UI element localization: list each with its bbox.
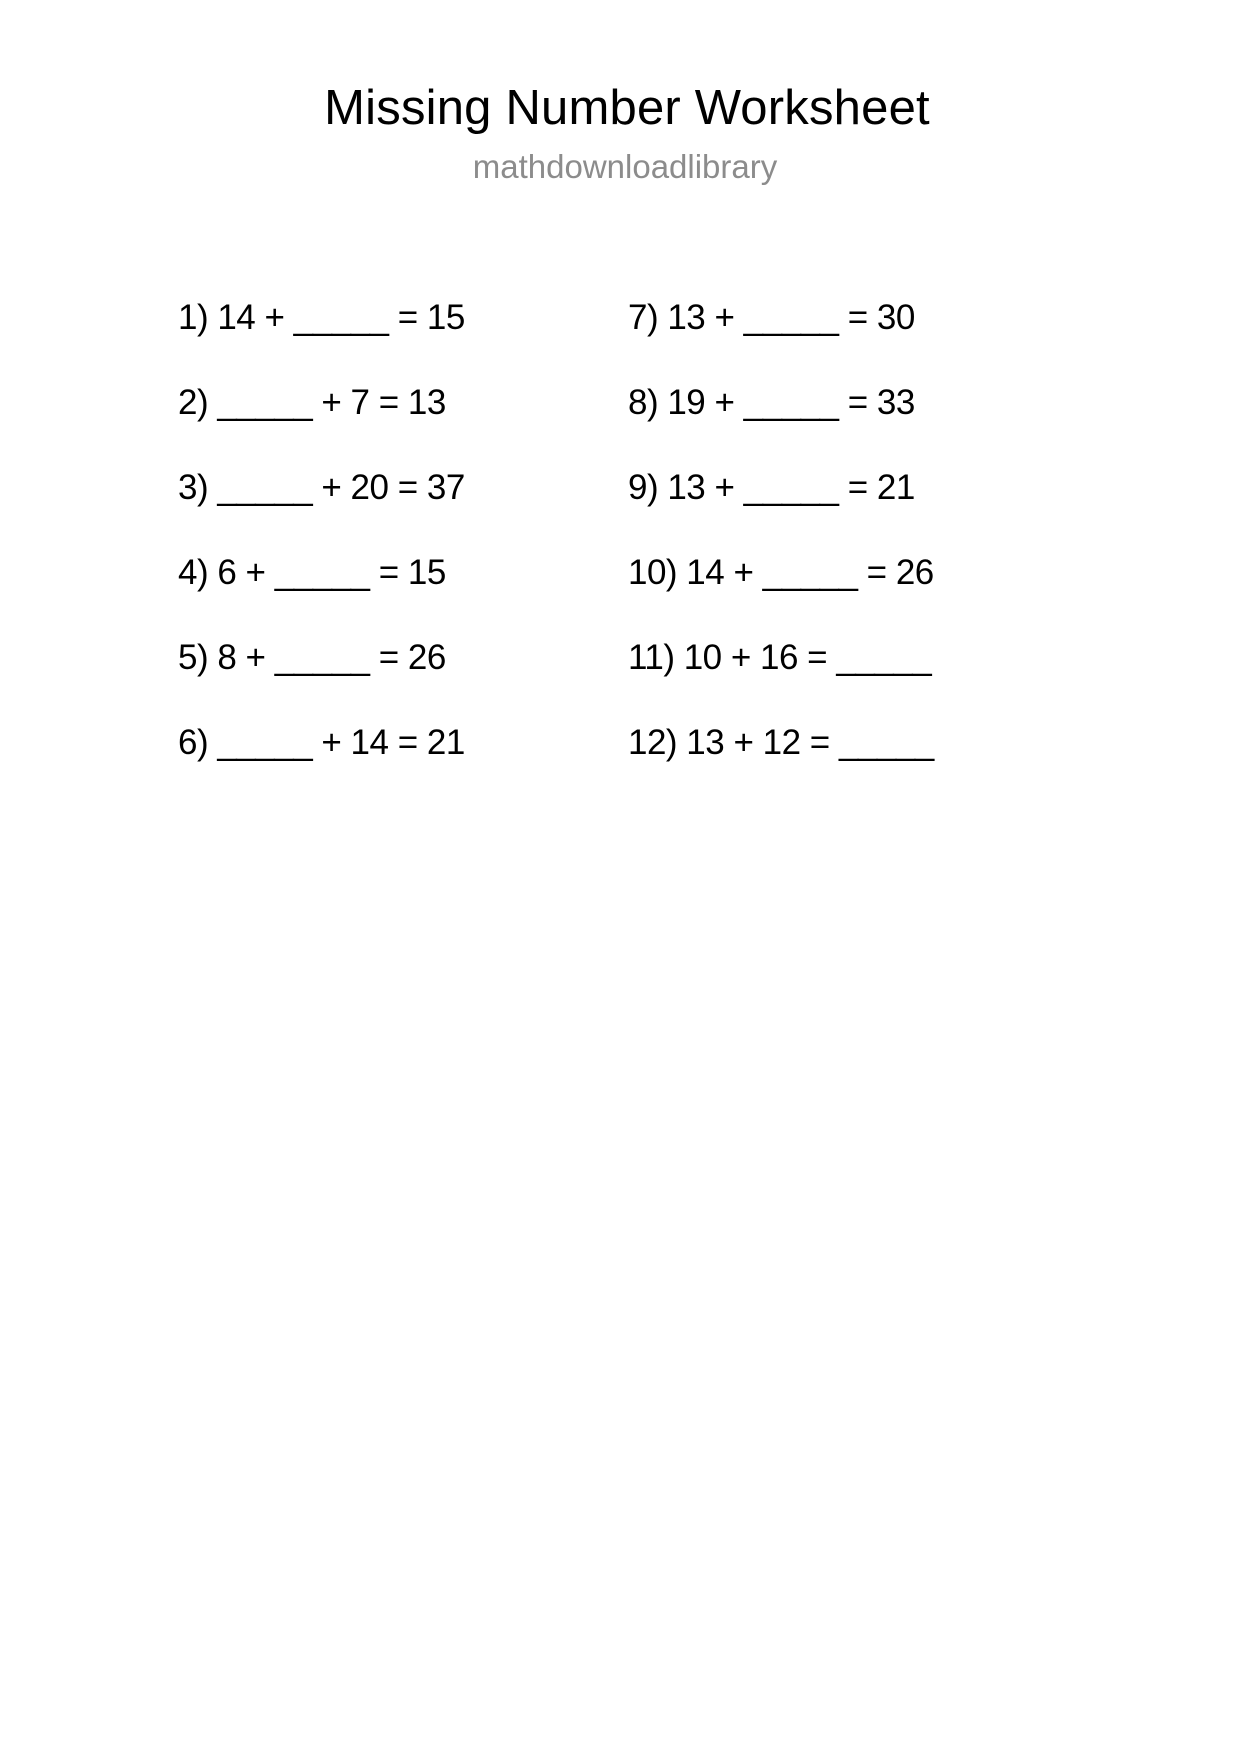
problem-text: 4) 6 + _____ = 15 bbox=[178, 553, 446, 592]
problem-text: 6) _____ + 14 = 21 bbox=[178, 723, 465, 762]
problem-text: 3) _____ + 20 = 37 bbox=[178, 468, 465, 507]
worksheet-header bbox=[0, 0, 1240, 185]
problem-item bbox=[178, 555, 628, 640]
problem-text: 1) 14 + _____ = 15 bbox=[178, 298, 465, 337]
problem-item bbox=[178, 725, 628, 810]
problem-text: 2) _____ + 7 = 13 bbox=[178, 383, 446, 422]
problem-item bbox=[628, 725, 1048, 810]
page-subtitle: mathdownloadlibrary bbox=[472, 147, 778, 185]
problem-text: 11) 10 + 16 = _____ bbox=[628, 638, 932, 677]
problem-text: 10) 14 + _____ = 26 bbox=[628, 553, 934, 592]
problem-item bbox=[628, 470, 1048, 555]
problem-item bbox=[628, 300, 1048, 385]
problem-item bbox=[178, 300, 628, 385]
right-column bbox=[628, 300, 1048, 810]
problem-text: 8) 19 + _____ = 33 bbox=[628, 383, 915, 422]
problem-item bbox=[628, 555, 1048, 640]
problem-item bbox=[628, 640, 1048, 725]
problem-text: 9) 13 + _____ = 21 bbox=[628, 468, 915, 507]
problem-text: 7) 13 + _____ = 30 bbox=[628, 298, 915, 337]
problem-text: 12) 13 + 12 = _____ bbox=[628, 723, 934, 762]
problem-item bbox=[178, 385, 628, 470]
page-title: Missing Number Worksheet bbox=[324, 81, 930, 135]
problem-text: 5) 8 + _____ = 26 bbox=[178, 638, 446, 677]
problem-item bbox=[178, 640, 628, 725]
left-column bbox=[178, 300, 628, 810]
problem-item bbox=[178, 470, 628, 555]
problem-item bbox=[628, 385, 1048, 470]
problem-list bbox=[0, 300, 1240, 810]
